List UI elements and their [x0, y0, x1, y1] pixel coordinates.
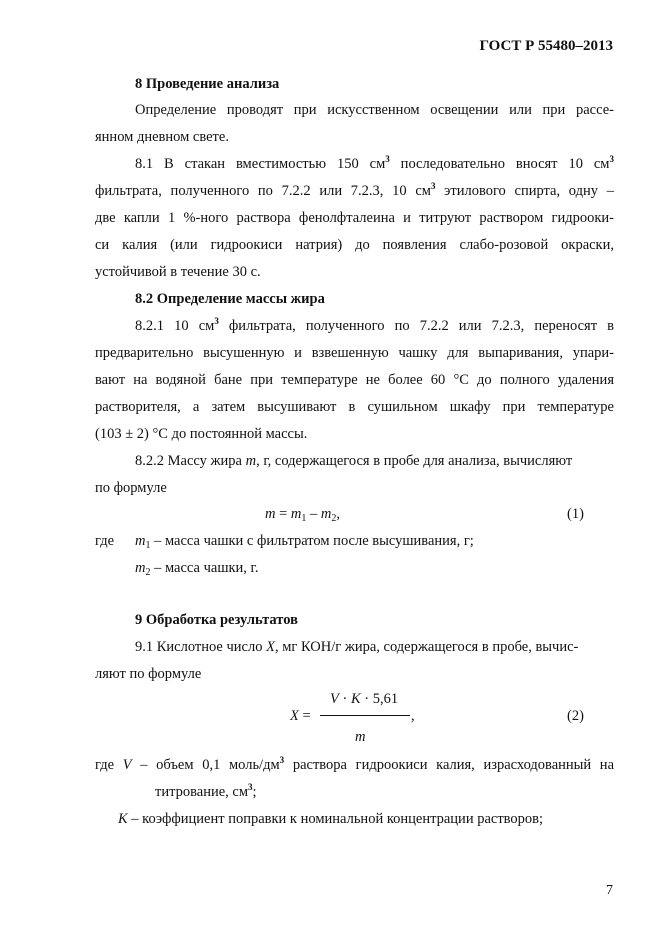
- para-8-1-line-2: фильтрата, полученного по 7.2.2 или 7.2.3, 10 $см^3$ этилового спирта, одну –: [95, 181, 614, 199]
- section-9-title: 9 Обработка результатов: [135, 612, 298, 628]
- para-8-2-1-line-5: (103 ± 2) °С до постоянной массы.: [95, 426, 308, 442]
- para-8-2-1-line-4: растворителя, а затем высушивают в сушильном шкафу при температуре: [95, 399, 614, 415]
- formula-2-lhs: X =: [290, 708, 311, 724]
- where-m1: $m_1$ – масса чашки с фильтратом после высушивания, г;: [135, 533, 474, 551]
- para-8-2-1-line-1: 8.2.1 10 $см^3$ фильтрата, полученного по 7.2.2 или 7.2.3, переносят в: [135, 316, 614, 334]
- para-8-1-line-3: две капли 1 %-ного раствора фенолфталеина и титруют раствором гидрооки-: [95, 210, 614, 226]
- formula-1-number: (1): [567, 506, 584, 522]
- para-8-2-1-line-3: вают на водяной бане при температуре не более 60 °С до полного удаления: [95, 372, 614, 388]
- document-id-header: ГОСТ Р 55480–2013: [479, 38, 613, 54]
- formula-2-fraction-bar: [320, 715, 410, 716]
- section-8-title: 8 Проведение анализа: [135, 76, 280, 92]
- where-V-line-2: титрование, $см^3$;: [155, 782, 257, 800]
- where-V-line-1: где V – объем 0,1 моль/$дм^3$ раствора гидроокиси калия, израсходованный на: [95, 755, 615, 773]
- intro-line-2: янном дневном свете.: [95, 129, 229, 145]
- para-8-2-1-line-2: предварительно высушенную и взвешенную чашку для выпаривания, упари-: [95, 345, 614, 361]
- formula-2-numerator: V · K · 5,61: [330, 691, 399, 707]
- formula-2-denominator: m: [355, 729, 366, 745]
- para-9-1-line-1: 9.1 Кислотное число X, мг КОН/г жира, содержащегося в пробе, вычис-: [135, 639, 579, 655]
- intro-line-1: Определение проводят при искусственном освещении или при рассе-: [135, 102, 614, 118]
- para-8-2-2-line-1: 8.2.2 Массу жира m, г, содержащегося в пробе для анализа, вычисляют: [135, 453, 573, 469]
- section-8-2-title: 8.2 Определение массы жира: [135, 291, 325, 307]
- para-8-1-line-4: си калия (или гидроокиси натрия) до появления слабо-розовой окраски,: [95, 237, 614, 253]
- para-8-2-2-line-2: по формуле: [95, 480, 167, 496]
- para-8-1-line-1: 8.1 В стакан вместимостью 150 $см^3$ последовательно вносят 10 $см^3$: [135, 154, 614, 172]
- where-label-1: где: [95, 533, 115, 549]
- where-K: K – коэффициент поправки к номинальной концентрации растворов;: [118, 811, 544, 827]
- where-m2: $m_2$ – масса чашки, г.: [135, 560, 259, 578]
- formula-1: $m = m_1 - m_2$,: [265, 506, 341, 524]
- para-8-1-line-5: устойчивой в течение 30 с.: [95, 264, 261, 280]
- formula-2-comma: ,: [411, 708, 415, 724]
- para-9-1-line-2: ляют по формуле: [95, 666, 202, 682]
- formula-2-number: (2): [567, 708, 584, 724]
- page-number: 7: [606, 883, 613, 898]
